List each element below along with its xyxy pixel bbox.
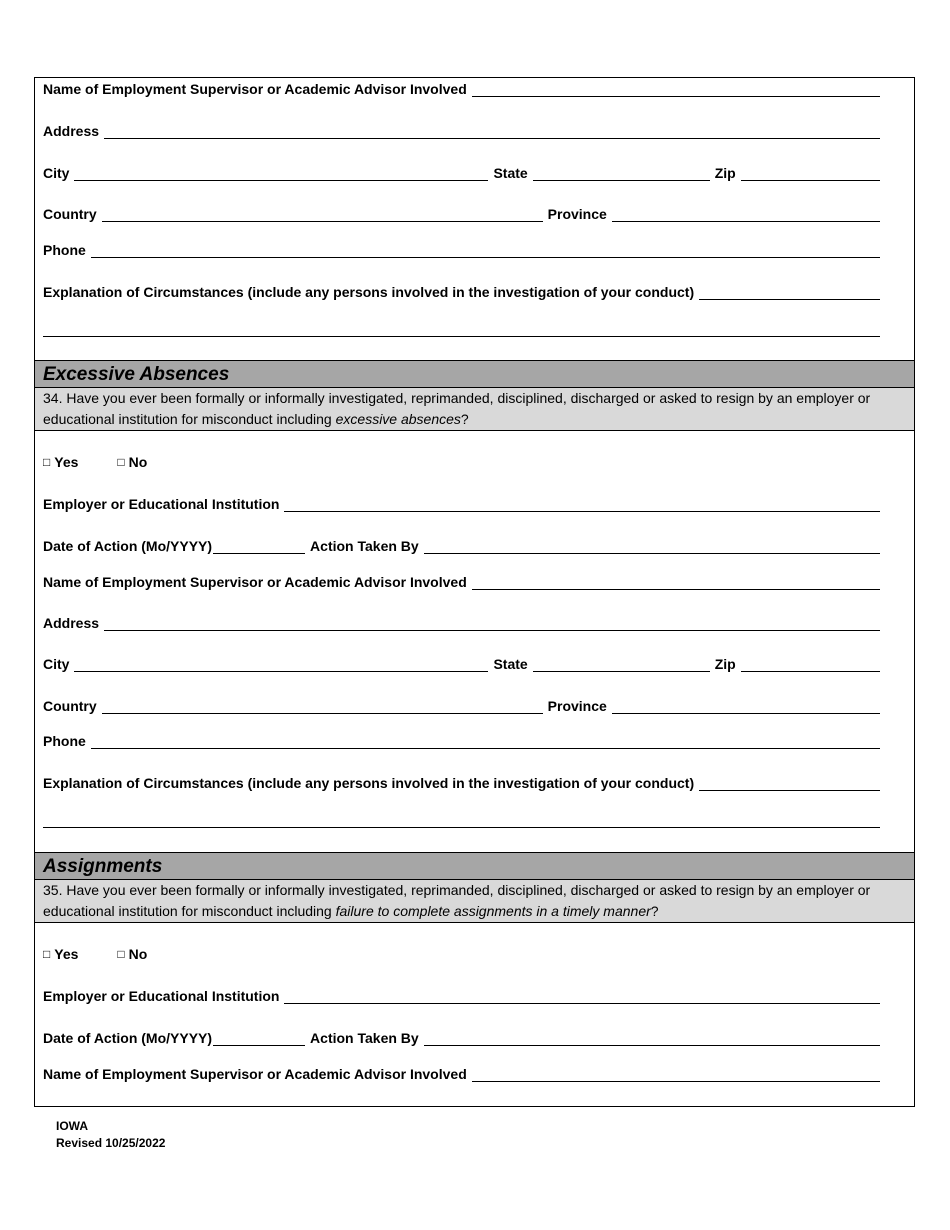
supervisor-field[interactable]	[472, 84, 880, 97]
supervisor-label: Name of Employment Supervisor or Academic Advisor Involved	[43, 1066, 467, 1082]
explanation-field[interactable]	[699, 778, 880, 791]
assignments-fields	[35, 945, 914, 1106]
province-field[interactable]	[612, 209, 880, 222]
footer-revised: Revised 10/25/2022	[56, 1136, 166, 1150]
country-label: Country	[43, 206, 97, 222]
explanation-field[interactable]	[699, 287, 880, 300]
supervisor-label: Name of Employment Supervisor or Academic Advisor Involved	[43, 574, 467, 590]
supervisor-field[interactable]	[472, 577, 880, 590]
state-label: State	[493, 165, 528, 181]
state-field[interactable]	[533, 168, 710, 181]
zip-label: Zip	[714, 656, 736, 672]
footer	[56, 1118, 165, 1152]
action-taken-by-label: Action Taken By	[310, 1030, 419, 1046]
checkbox-icon[interactable]: □	[43, 947, 51, 961]
employer-label: Employer or Educational Institution	[43, 496, 280, 512]
zip-label: Zip	[714, 165, 736, 181]
zip-field[interactable]	[741, 659, 880, 672]
date-of-action-label: Date of Action (Mo/YYYY)	[43, 1030, 213, 1046]
checkbox-icon[interactable]: □	[43, 455, 51, 469]
yes-no-34	[43, 453, 880, 471]
city-field[interactable]	[74, 659, 488, 672]
country-field[interactable]	[102, 701, 543, 714]
province-label: Province	[547, 206, 607, 222]
misconduct-form	[34, 77, 915, 1107]
address-field[interactable]	[104, 618, 880, 631]
question-34: 34. Have you ever been formally or informally investigated, reprimanded, disciplined, discharged or asked to resign by an employer or educational institution for misconduct including excessive absences?	[35, 388, 914, 431]
zip-field[interactable]	[741, 168, 880, 181]
yes-option-34[interactable]: □ Yes	[43, 454, 79, 470]
city-label: City	[43, 165, 70, 181]
phone-field[interactable]	[91, 245, 880, 258]
explanation-label: Explanation of Circumstances (include any persons involved in the investigation of your conduct)	[43, 775, 695, 791]
phone-field[interactable]	[91, 736, 880, 749]
explanation-label: Explanation of Circumstances (include any persons involved in the investigation of your conduct)	[43, 284, 695, 300]
section-title-excessive-absences: Excessive Absences	[35, 360, 914, 388]
address-label: Address	[43, 123, 100, 139]
date-of-action-label: Date of Action (Mo/YYYY)	[43, 538, 213, 554]
supervisor-label: Name of Employment Supervisor or Academic Advisor Involved	[43, 81, 467, 97]
employer-field[interactable]	[284, 499, 880, 512]
section-title-assignments: Assignments	[35, 852, 914, 880]
footer-state: IOWA	[56, 1119, 88, 1133]
employer-field[interactable]	[284, 991, 880, 1004]
no-option-34[interactable]: □ No	[117, 454, 148, 470]
phone-label: Phone	[43, 242, 86, 258]
yes-no-35	[43, 945, 880, 963]
country-label: Country	[43, 698, 97, 714]
state-field[interactable]	[533, 659, 710, 672]
date-of-action-field[interactable]	[213, 541, 305, 554]
employer-label: Employer or Educational Institution	[43, 988, 280, 1004]
action-taken-by-field[interactable]	[424, 1033, 880, 1046]
province-label: Province	[547, 698, 607, 714]
excessive-absences-fields	[35, 453, 914, 852]
city-label: City	[43, 656, 70, 672]
yes-option-35[interactable]: □ Yes	[43, 946, 79, 962]
no-option-35[interactable]: □ No	[117, 946, 148, 962]
address-field[interactable]	[104, 126, 880, 139]
supervisor-field[interactable]	[472, 1069, 880, 1082]
address-label: Address	[43, 615, 100, 631]
province-field[interactable]	[612, 701, 880, 714]
question-35: 35. Have you ever been formally or informally investigated, reprimanded, disciplined, discharged or asked to resign by an employer or educational institution for misconduct including failure to complete assignments in a timely manner?	[35, 880, 914, 923]
action-taken-by-label: Action Taken By	[310, 538, 419, 554]
phone-label: Phone	[43, 733, 86, 749]
city-field[interactable]	[74, 168, 488, 181]
country-field[interactable]	[102, 209, 543, 222]
action-taken-by-field[interactable]	[424, 541, 880, 554]
prior-section-fields	[35, 78, 914, 360]
checkbox-icon[interactable]: □	[117, 947, 125, 961]
state-label: State	[493, 656, 528, 672]
checkbox-icon[interactable]: □	[117, 455, 125, 469]
date-of-action-field[interactable]	[213, 1033, 305, 1046]
